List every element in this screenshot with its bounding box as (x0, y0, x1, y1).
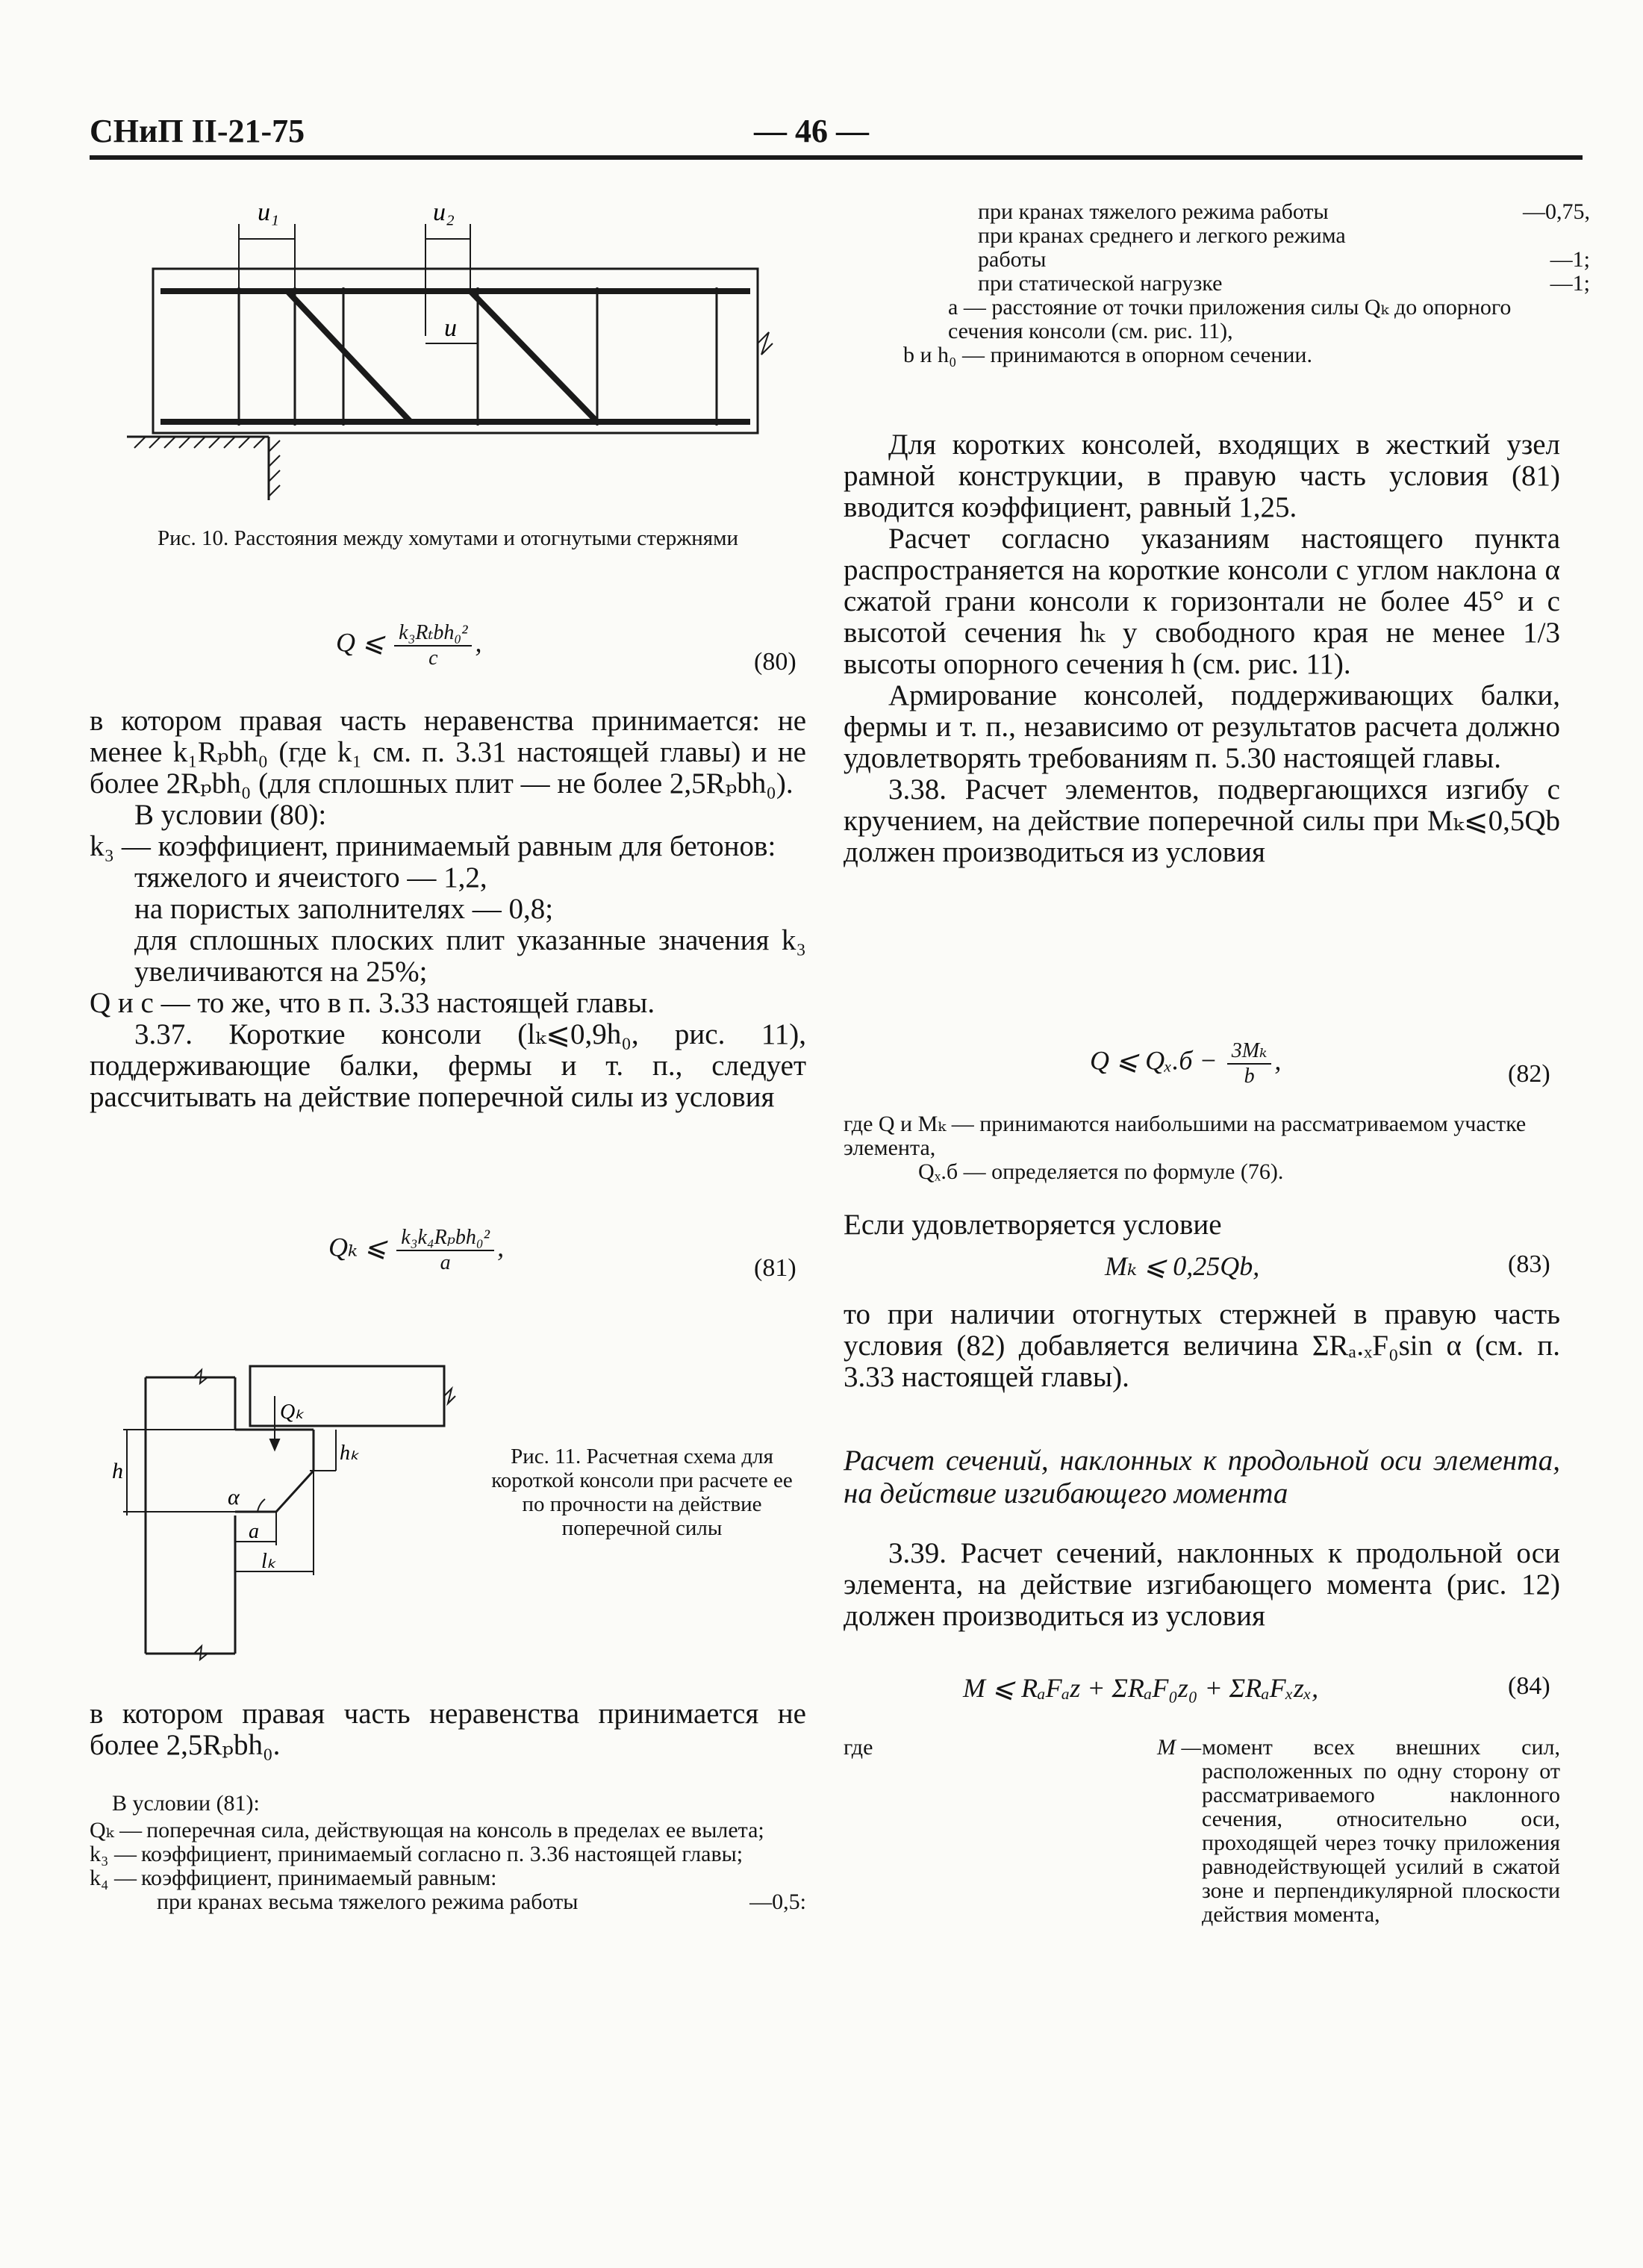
eq84-definitions: где M — момент всех внешних сил, расположенных по одну сторону от рассматриваемого наклонного сечения, относительно оси, проходящей через точку приложения равнодействующей усилий в сжатой зоне и перпендикулярной плоскости действия момента, (844, 1735, 1560, 1927)
right-column-text: Для коротких консолей, входящих в жесткий узел рамной конструкции, в правую часть условия (81) вводится коэффициент, равный 1,25. Расчет согласно указаниям настоящего пункта распространяется на короткие консоли с углом наклона α сжатой грани консоли к горизонтали не более 45° и с высотой сечения hₖ у свободного края не менее 1/3 высоты опорного сечения h (см. рис. 11). Армирование консолей, поддерживающих балки, фермы и т. п., независимо от результатов расчета должно удовлетворять требованиям п. 5.30 настоящей главы. 3.38. Расчет элементов, подвергающихся изгибу с кручением, на действие поперечной силы при Mₖ⩽0,5Qb должен производиться из условия (844, 429, 1560, 868)
equation-84: M ⩽ RₐFₐz + ΣRₐF₀z₀ + ΣRₐFₓzₓ, (963, 1673, 1319, 1703)
page-number: — 46 — (754, 113, 869, 149)
conditions-81: В условии (81): Qₖ — поперечная сила, действующая на консоль в пределах ее вылета; k₃ — коэффициент, принимаемый согласно п. 3.36 настоящей главы; k₄ — коэффициент, принимаемый равным: при кранах весьма тяжелого режима работы —0,5: (90, 1791, 806, 1914)
equation-80: Q ⩽ $\frac{\text{k₃Rₜbh₀²}}{c}$ , (336, 621, 482, 670)
figure-11-diagram (112, 1359, 463, 1672)
header-rule (90, 155, 1583, 160)
label-u1: u₁ (258, 199, 279, 226)
figure-10-diagram (119, 194, 791, 508)
eq82-definitions: где Q и Mₖ — принимаются наибольшими на рассматриваемом участке элемента, Qₓ.б — определяется по формуле (76). (844, 1112, 1527, 1184)
figure-11-caption: Рис. 11. Расчетная схема для короткой консоли при расчете ее по прочности на действие поперечной силы (491, 1445, 793, 1540)
equation-82: Q ⩽ Qₓ.б − $\frac{\text{3Mₖ}}{b}$ , (1090, 1039, 1282, 1088)
figure-10-caption: Рис. 10. Расстояния между хомутами и отогнутыми стержнями (157, 526, 738, 550)
section-title: Расчет сечений, наклонных к продольной оси элемента, на действие изгибающего момента (844, 1445, 1560, 1510)
equation-81-number: (81) (754, 1254, 796, 1282)
label-hk: hₖ (340, 1442, 359, 1465)
label-u2: u₂ (433, 199, 455, 226)
equation-83: Mₖ ⩽ 0,25Qb, (1105, 1251, 1260, 1281)
label-lk: lₖ (261, 1550, 276, 1573)
equation-82-number: (82) (1508, 1060, 1550, 1088)
label-u: u (444, 314, 457, 342)
right-column-text-3: 3.39. Расчет сечений, наклонных к продольной оси элемента, на действие изгибающего момента (рис. 12) должен производиться из условия (844, 1537, 1560, 1632)
right-if-condition: Если удовлетворяется условие (844, 1209, 1222, 1241)
equation-81: Qₖ ⩽ $\frac{\text{k₃k₄Rₚbh₀²}}{a}$ , (328, 1226, 505, 1274)
right-coefficients: при кранах тяжелого режима работы —0,75, при кранах среднего и легкого режима работы —1; при статической нагрузке —1; a — расстояние от точки приложения силы Qₖ до опорного сечения консоли (см. рис. 11), b и h₀ — принимаются в опорном сечении. (903, 199, 1590, 367)
equation-80-number: (80) (754, 648, 796, 676)
document-code: СНиП II-21-75 (90, 113, 305, 149)
label-a: a (249, 1520, 259, 1543)
right-column-text-2: то при наличии отогнутых стержней в правую часть условия (82) добавляется величина ΣRₐ.ₓF₀sin α (см. п. 3.33 настоящей главы). (844, 1298, 1560, 1393)
label-qk: Qₖ (280, 1401, 305, 1424)
left-column-text-2: в котором правая часть неравенства принимается не более 2,5Rₚbh₀. (90, 1698, 806, 1761)
label-h: h (112, 1459, 123, 1483)
equation-84-number: (84) (1508, 1672, 1550, 1700)
left-column-text: в котором правая часть неравенства принимается: не менее k₁Rₚbh₀ (где k₁ см. п. 3.31 настоящей главы) и не более 2Rₚbh₀ (для сплошных плит — не более 2,5Rₚbh₀). В условии (80): k₃ — коэффициент, принимаемый равным для бетонов: тяжелого и ячеистого — 1,2, на пористых заполнителях — 0,8; для сплошных плоских плит указанные значения k₃ увеличиваются на 25%; Q и c — то же, что в п. 3.33 настоящей главы. 3.37. Короткие консоли (lₖ⩽0,9h₀, рис. 11), поддерживающие балки, фермы и т. п., следует рассчитывать на действие поперечной силы из условия (90, 705, 806, 1113)
equation-83-number: (83) (1508, 1250, 1550, 1278)
label-alpha: α (228, 1485, 240, 1510)
